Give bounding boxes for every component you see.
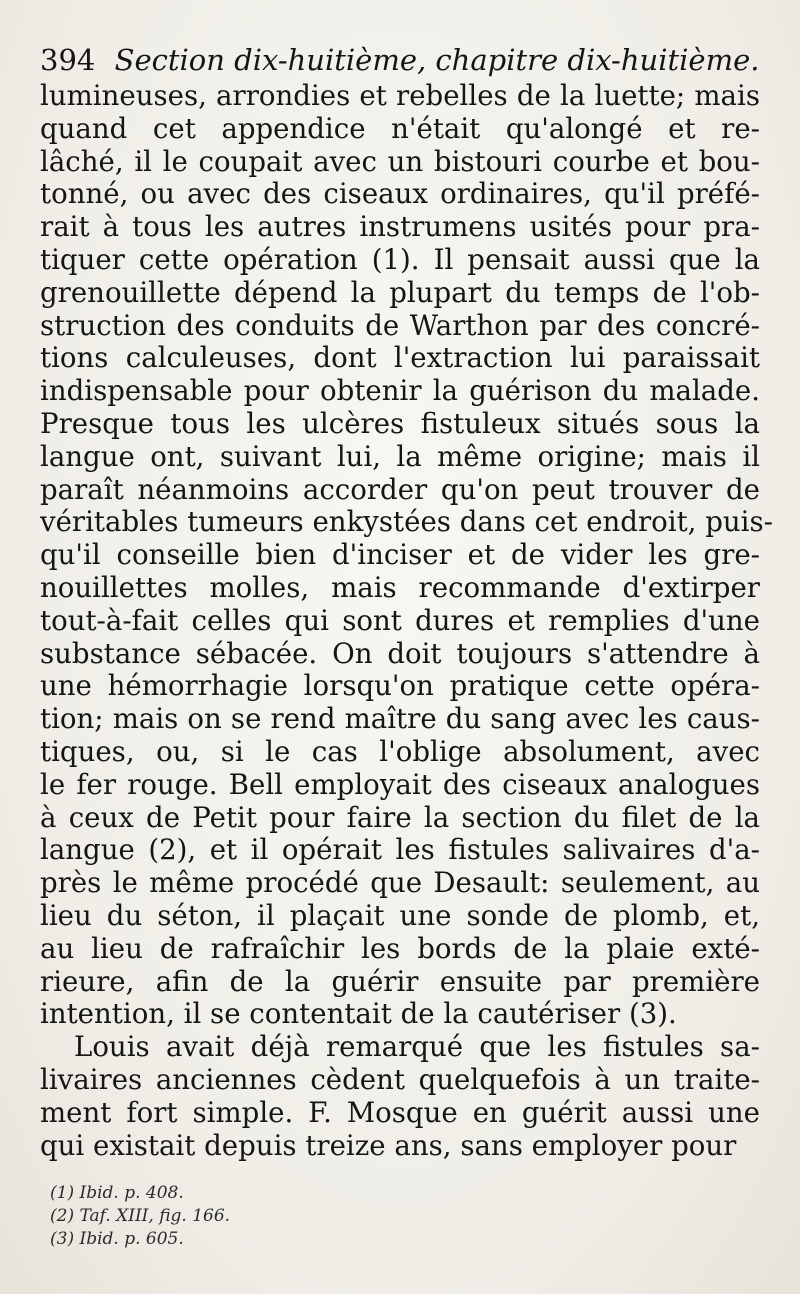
text-line: struction des conduits de Warthon par des concré- xyxy=(40,308,760,342)
text-line: grenouillette dépend la plupart du temps de l'ob- xyxy=(40,275,760,309)
text-line: indispensable pour obtenir la guérison du malade. xyxy=(40,374,760,408)
footnote: (3) Ibid. p. 605. xyxy=(50,1229,184,1249)
text-line: ment fort simple. F. Mosque en guérit aussi une xyxy=(40,1095,760,1129)
text-line: rieure, afin de la guérir ensuite par première xyxy=(40,964,760,998)
footnotes xyxy=(50,1182,450,1251)
text-line: le fer rouge. Bell employait des ciseaux analogues xyxy=(40,767,760,801)
running-title: Section dix-huitième, chapitre dix-huitième. xyxy=(114,43,760,77)
text-line: nouillettes molles, mais recommande d'extirper xyxy=(40,570,760,604)
text-line: Presque tous les ulcères fistuleux situés sous la xyxy=(40,406,760,440)
running-header xyxy=(40,40,780,80)
text-line: tiques, ou, si le cas l'oblige absolument, avec xyxy=(40,734,760,768)
text-line: une hémorrhagie lorsqu'on pratique cette opéra- xyxy=(40,669,760,703)
text-line: au lieu de rafraîchir les bords de la plaie exté- xyxy=(40,931,760,965)
text-line: véritables tumeurs enkystées dans cet endroit, puis- xyxy=(40,505,773,539)
text-line: quand cet appendice n'était qu'alongé et re- xyxy=(40,111,760,145)
body-text xyxy=(40,79,773,1162)
text-line: lieu du séton, il plaçait une sonde de plomb, et, xyxy=(40,898,760,932)
text-line: rait à tous les autres instrumens usités pour pra- xyxy=(40,210,760,244)
text-line: tonné, ou avec des ciseaux ordinaires, qu'il préfé- xyxy=(40,177,760,211)
text-line: près le même procédé que Desault: seulement, au xyxy=(40,866,760,900)
text-line: qui existait depuis treize ans, sans employer pour xyxy=(40,1128,737,1162)
footnote: (2) Taf. XIII, fig. 166. xyxy=(50,1206,231,1226)
text-line: Louis avait déjà remarqué que les fistules sa- xyxy=(74,1030,760,1064)
text-line: tiquer cette opération (1). Il pensait aussi que la xyxy=(40,242,760,276)
text-line: à ceux de Petit pour faire la section du filet de la xyxy=(40,800,760,834)
text-line: tion; mais on se rend maître du sang avec les caus- xyxy=(40,702,760,736)
text-line: paraît néanmoins accorder qu'on peut trouver de xyxy=(40,472,760,506)
text-line: substance sébacée. On doit toujours s'attendre à xyxy=(40,636,760,670)
footnote: (1) Ibid. p. 408. xyxy=(50,1183,184,1203)
text-line: tions calculeuses, dont l'extraction lui paraissait xyxy=(40,341,760,375)
text-line: langue ont, suivant lui, la même origine; mais il xyxy=(40,439,760,473)
text-line: qu'il conseille bien d'inciser et de vider les gre- xyxy=(40,538,760,572)
text-line: tout-à-fait celles qui sont dures et remplies d'une xyxy=(40,603,760,637)
text-line: lâché, il le coupait avec un bistouri courbe et bou- xyxy=(40,144,760,178)
text-line: langue (2), et il opérait les fistules salivaires d'a- xyxy=(40,833,760,867)
text-line: lumineuses, arrondies et rebelles de la luette; mais xyxy=(40,79,760,112)
page-number: 394 xyxy=(40,43,96,77)
text-line: intention, il se contentait de la cautériser (3). xyxy=(40,997,677,1031)
text-line: livaires anciennes cèdent quelquefois à un traite- xyxy=(40,1062,760,1096)
